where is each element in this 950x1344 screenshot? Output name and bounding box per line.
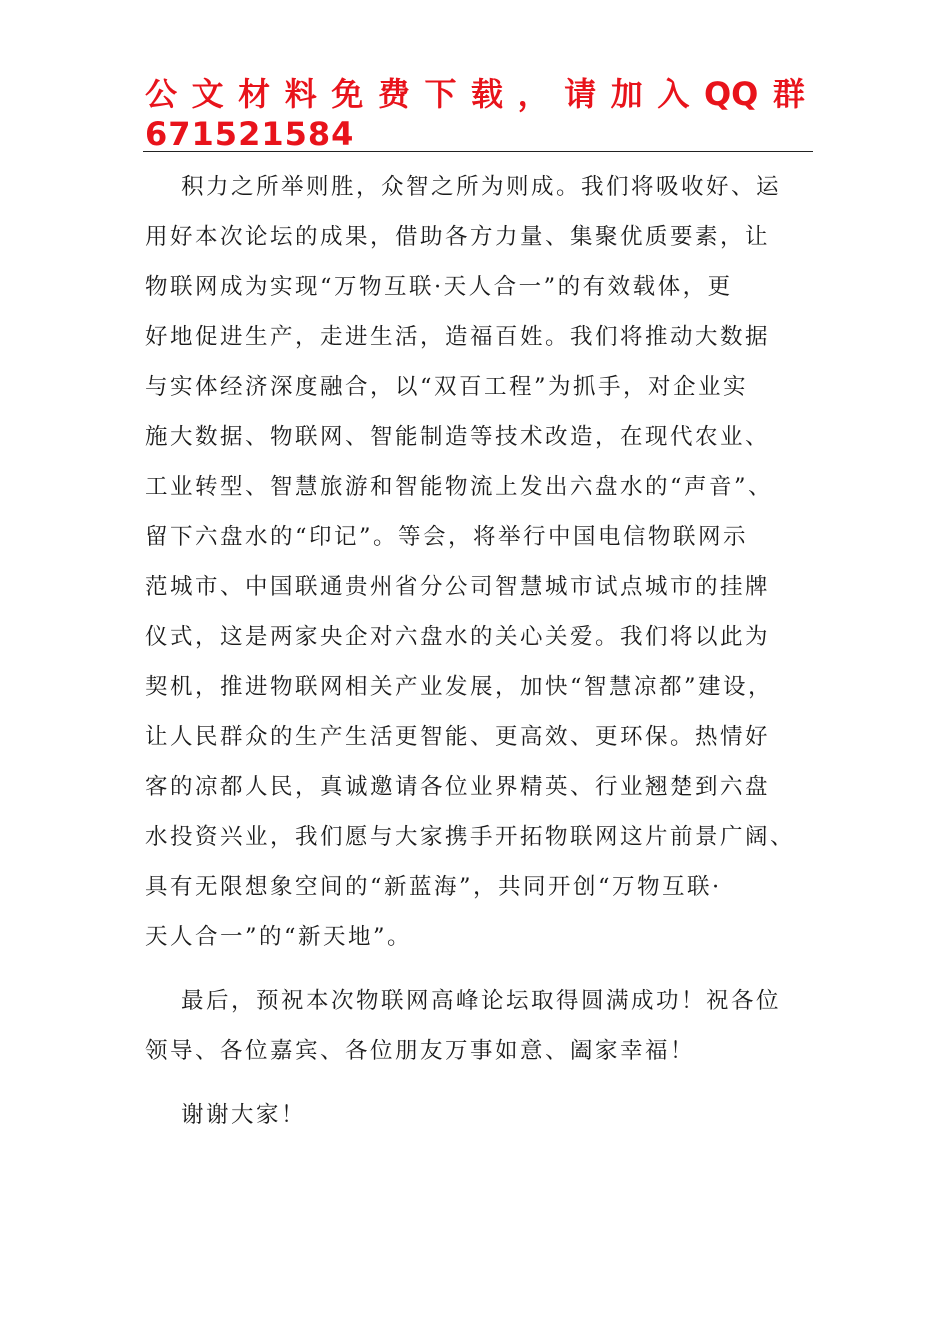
text-line: 天人合一”的“新天地”。 xyxy=(145,924,413,950)
text-line: 水投资兴业，我们愿与大家携手开拓物联网这片前景广阔、 xyxy=(145,824,796,850)
promo-char: ， xyxy=(517,75,550,113)
promo-char: 公 xyxy=(145,75,178,113)
promo-char: 文 xyxy=(191,75,224,113)
promo-char: 材 xyxy=(238,75,271,113)
header-divider xyxy=(143,151,813,152)
text-line: 施大数据、物联网、智能制造等技术改造，在现代农业、 xyxy=(145,424,771,450)
text-line: 客的凉都人民，真诚邀请各位业界精英、行业翘楚到六盘 xyxy=(145,774,771,800)
promo-char: 免 xyxy=(331,75,364,113)
promo-char: 请 xyxy=(564,75,597,113)
promo-char: 加 xyxy=(610,75,643,113)
text-line: 让人民群众的生产生活更智能、更高效、更环保。热情好 xyxy=(145,724,771,750)
paragraph-thanks xyxy=(145,1090,805,1140)
promo-header-qq-number: 671521584 xyxy=(145,115,355,153)
text-line: 最后，预祝本次物联网高峰论坛取得圆满成功！祝各位 xyxy=(181,988,782,1014)
text-line: 领导、各位嘉宾、各位朋友万事如意、阖家幸福！ xyxy=(145,1038,696,1064)
text-line: 谢谢大家！ xyxy=(181,1102,307,1128)
document-body xyxy=(145,162,805,1140)
promo-char: QQ xyxy=(703,75,759,113)
text-line: 留下六盘水的“印记”。等会，将举行中国电信物联网示 xyxy=(145,524,749,550)
text-line: 范城市、中国联通贵州省分公司智慧城市试点城市的挂牌 xyxy=(145,574,771,600)
text-line: 契机，推进物联网相关产业发展，加快“智慧凉都”建设， xyxy=(145,674,774,700)
text-line: 具有无限想象空间的“新蓝海”，共同开创“万物互联· xyxy=(145,874,722,900)
promo-header xyxy=(145,74,813,154)
promo-char: 载 xyxy=(471,75,504,113)
text-line: 积力之所举则胜，众智之所为则成。我们将吸收好、运 xyxy=(181,174,782,200)
promo-char: 群 xyxy=(772,75,805,113)
promo-char: 下 xyxy=(424,75,457,113)
paragraph-wishes xyxy=(145,976,805,1076)
paragraph-gap xyxy=(145,962,805,976)
text-line: 仪式，这是两家央企对六盘水的关心关爱。我们将以此为 xyxy=(145,624,771,650)
promo-header-line1 xyxy=(145,74,805,114)
paragraph-gap xyxy=(145,1076,805,1090)
text-line: 用好本次论坛的成果，借助各方力量、集聚优质要素，让 xyxy=(145,224,771,250)
paragraph-closing-vision xyxy=(145,162,805,962)
promo-char: 料 xyxy=(284,75,317,113)
text-line: 物联网成为实现“万物互联·天人合一”的有效载体，更 xyxy=(145,274,733,300)
text-line: 与实体经济深度融合，以“双百工程”为抓手，对企业实 xyxy=(145,374,749,400)
promo-char: 费 xyxy=(377,75,410,113)
text-line: 工业转型、智慧旅游和智能物流上发出六盘水的“声音”、 xyxy=(145,474,774,500)
promo-char: 入 xyxy=(657,75,690,113)
text-line: 好地促进生产，走进生活，造福百姓。我们将推动大数据 xyxy=(145,324,771,350)
